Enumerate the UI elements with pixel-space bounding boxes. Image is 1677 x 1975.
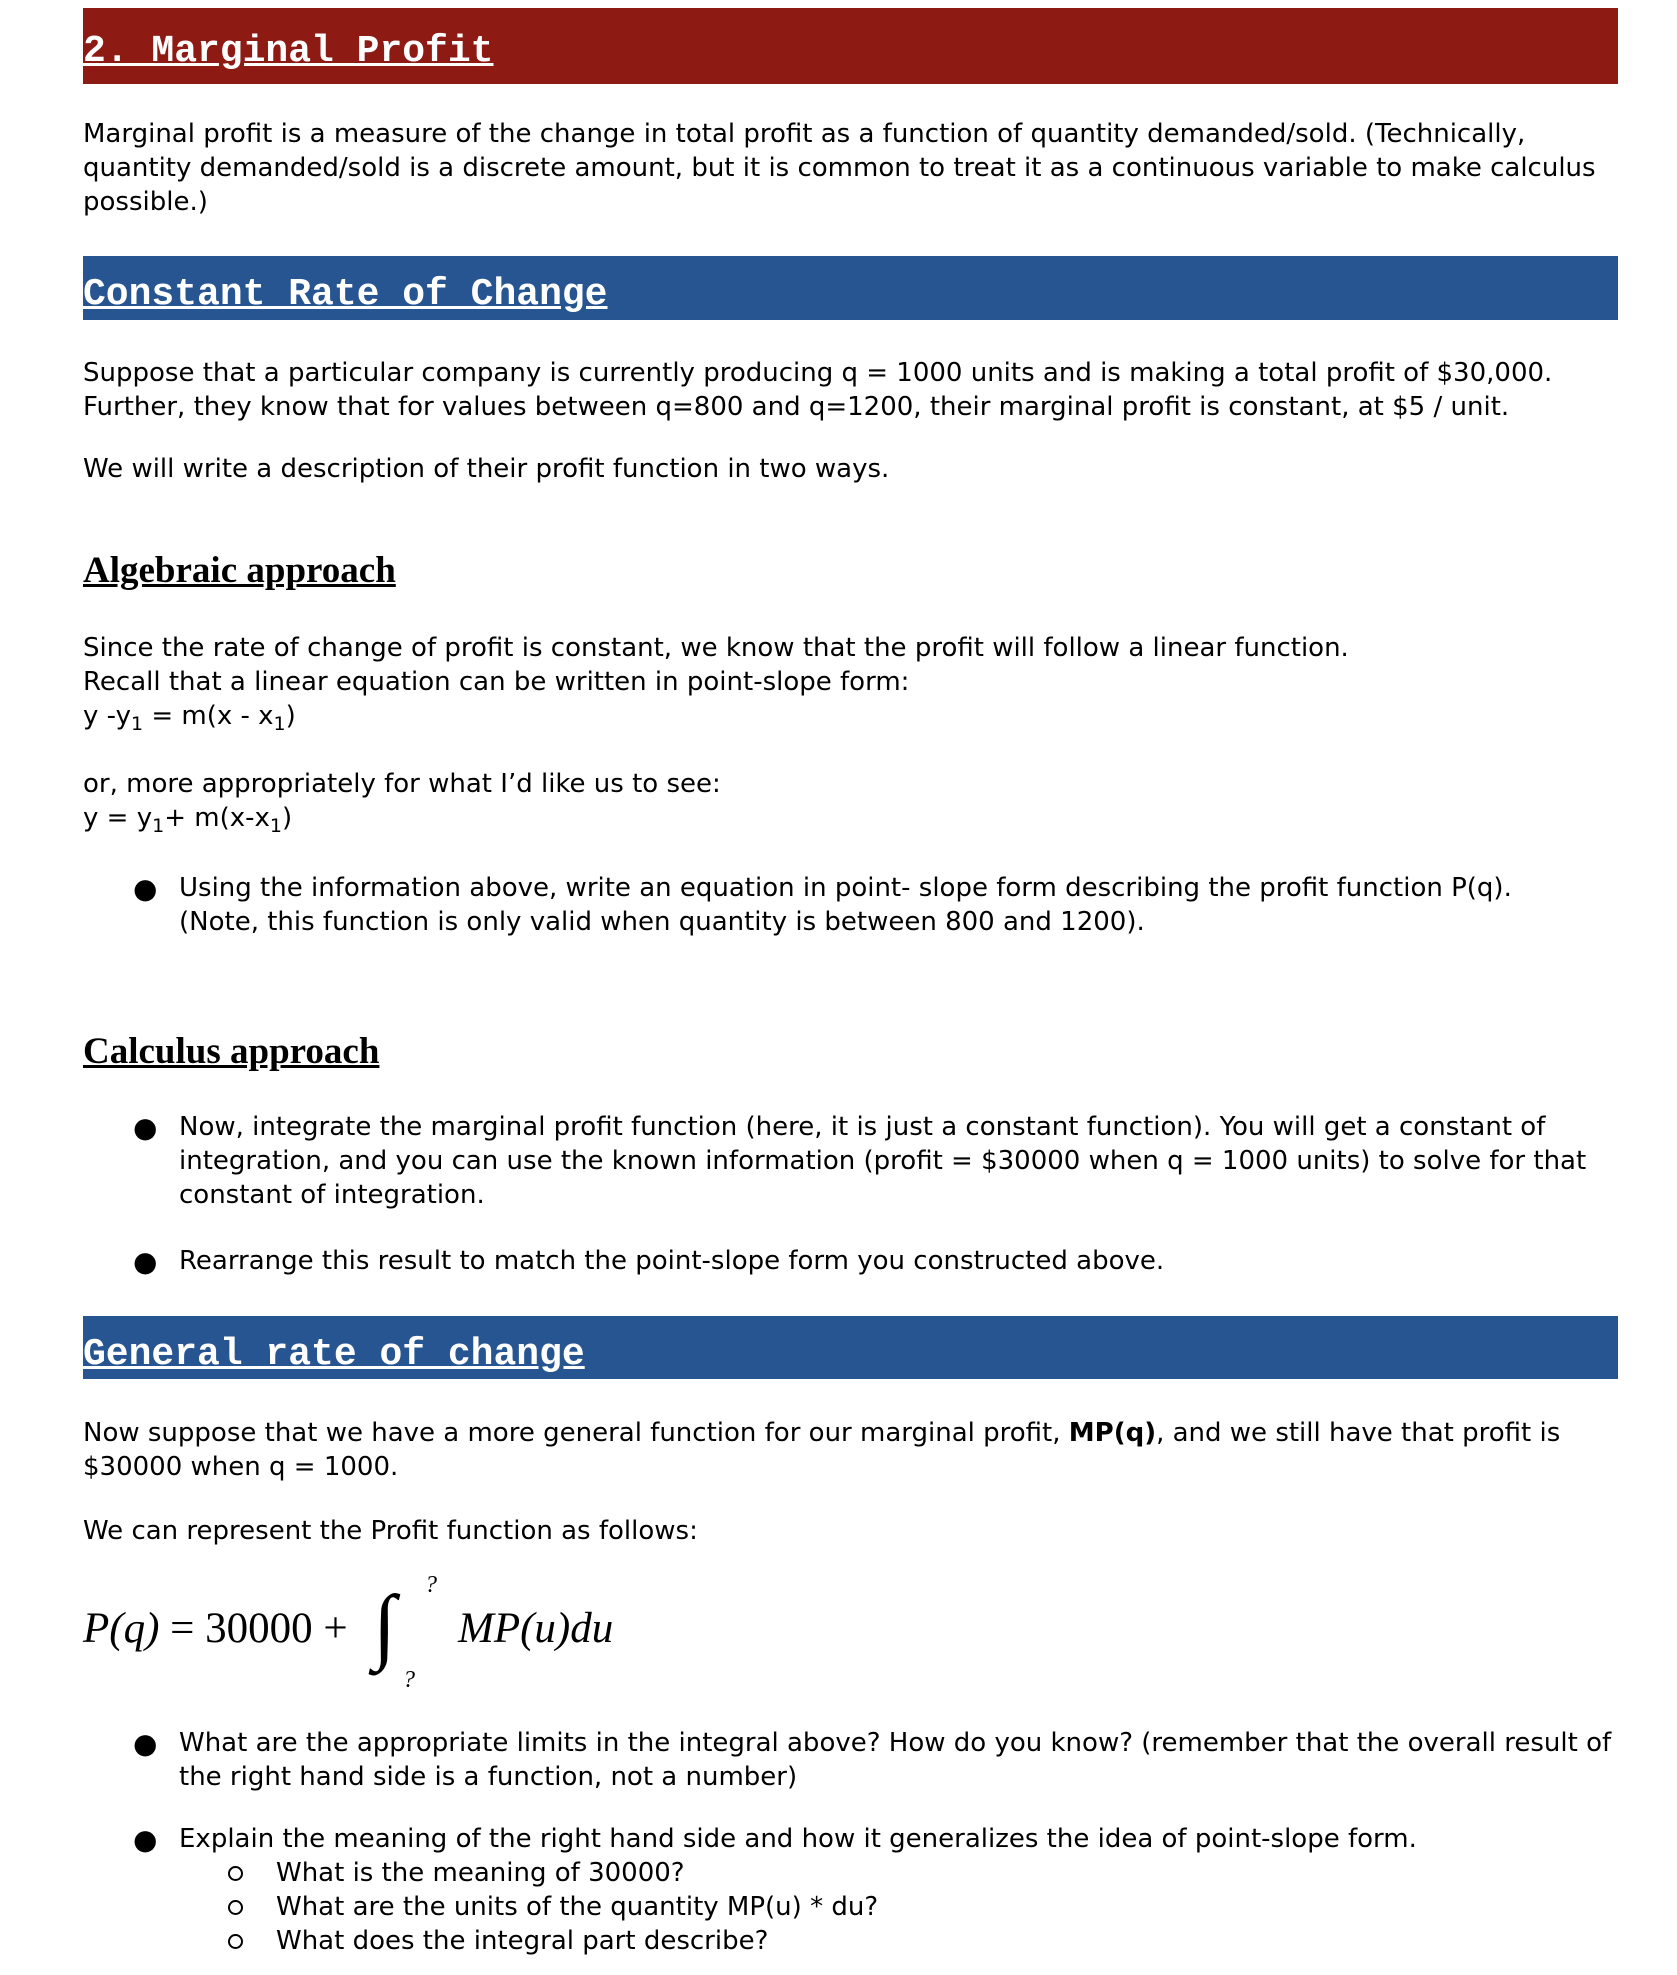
section-title-general-rate: General rate of change xyxy=(83,1333,585,1376)
bullet-icon: ● xyxy=(133,1823,158,1856)
general-paragraph: Now suppose that we have a more general function for our marginal profit, MP(q), and we still have that profit is $30000 when q = 1000. xyxy=(83,1418,1561,1482)
integrand: MP(u)du xyxy=(458,1605,614,1652)
algebraic-bullet-line2: (Note, this function is only valid when quantity is between 800 and 1200). xyxy=(179,907,1145,937)
bullet-icon: ● xyxy=(133,872,158,905)
circle-bullet-icon xyxy=(228,1866,243,1881)
circle-bullet-icon xyxy=(228,1934,243,1949)
sub-item: What is the meaning of 30000? xyxy=(276,1858,685,1888)
general-paragraph-represent: We can represent the Profit function as follows: xyxy=(83,1516,698,1546)
section-title-constant-rate: Constant Rate of Change xyxy=(83,273,608,316)
heading-calculus-approach: Calculus approach xyxy=(83,1031,380,1072)
mp-q-bold: MP(q) xyxy=(1068,1418,1157,1448)
integral-upper-limit: ? xyxy=(425,1572,437,1598)
point-slope-equation-alt: $y = y_1+ m(x-x_1)$ xyxy=(83,803,293,837)
formula-lhs: P(q) xyxy=(83,1605,160,1652)
bullet-icon: ● xyxy=(133,1727,158,1760)
algebraic-line3: or, more appropriately for what I’d like us to see: xyxy=(83,769,721,799)
calculus-bullet1: Now, integrate the marginal profit function (here, it is just a constant function). You will get a constant of integration, and you can use the known information (profit = $30000 when q = 1000 units) to solve for that constant of integration. xyxy=(179,1112,1587,1210)
point-slope-equation: y $-y_1 = m(x - x_1)$ xyxy=(83,701,296,735)
intro-paragraph: Marginal profit is a measure of the change in total profit as a function of quantity demanded/sold. (Technically, quantity demanded/sold is a discrete amount, but it is common to treat it as a continuous variable to make calculus possible.) xyxy=(83,119,1596,217)
heading-algebraic-approach: Algebraic approach xyxy=(83,550,396,591)
constant-paragraph-two-ways: We will write a description of their profit function in two ways. xyxy=(83,454,890,484)
algebraic-bullet-line1: Using the information above, write an equation in point- slope form describing the profit function P(q). xyxy=(179,873,1512,903)
integral-lower-limit: ? xyxy=(403,1667,415,1693)
bullet-icon: ● xyxy=(133,1111,158,1144)
general-bullet1: What are the appropriate limits in the integral above? How do you know? (remember that the overall result of the right hand side is a function, not a number) xyxy=(179,1728,1612,1792)
algebraic-line2: Recall that a linear equation can be written in point-slope form: xyxy=(83,667,910,697)
algebraic-line1: Since the rate of change of profit is constant, we know that the profit will follow a linear function. xyxy=(83,633,1349,663)
formula-equals: = 30000 + xyxy=(170,1605,348,1652)
general-bullet2: Explain the meaning of the right hand side and how it generalizes the idea of point-slope form. xyxy=(179,1824,1417,1854)
constant-paragraph-line1: Suppose that a particular company is currently producing q = 1000 units and is making a total profit of $30,000. xyxy=(83,358,1553,388)
constant-paragraph-line2: Further, they know that for values between q=800 and q=1200, their marginal profit is constant, at $5 / unit. xyxy=(83,392,1510,422)
profit-integral-formula xyxy=(83,1604,348,1653)
sub-item: What does the integral part describe? xyxy=(276,1926,769,1956)
section-title-marginal-profit: 2. Marginal Profit xyxy=(83,30,494,73)
circle-bullet-icon xyxy=(228,1900,243,1915)
integral-sign: ∫ xyxy=(373,1579,397,1672)
calculus-bullet2: Rearrange this result to match the point-slope form you constructed above. xyxy=(179,1246,1165,1276)
sub-item: What are the units of the quantity MP(u) * du? xyxy=(276,1892,879,1922)
bullet-icon: ● xyxy=(133,1245,158,1278)
